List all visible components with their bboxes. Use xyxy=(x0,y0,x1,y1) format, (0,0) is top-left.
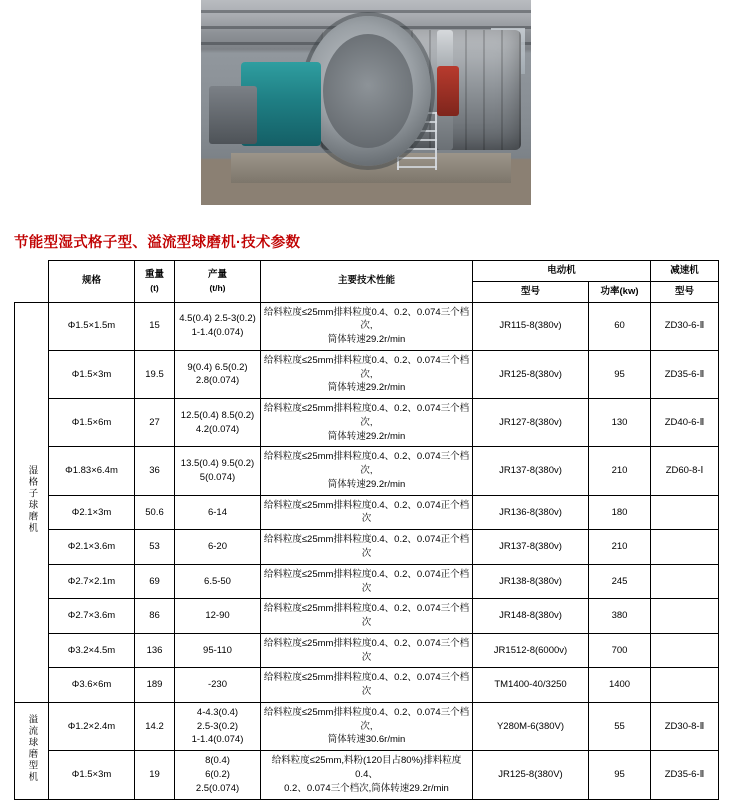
cell-spec: Φ2.1×3.6m xyxy=(49,530,135,565)
group-label xyxy=(15,302,49,702)
cell-weight: 53 xyxy=(135,530,175,565)
cell-reducer-model: ZD30-6-Ⅱ xyxy=(651,302,719,350)
cell-capacity: 9(0.4) 6.5(0.2) 2.8(0.074) xyxy=(175,350,261,398)
table-row xyxy=(15,599,719,634)
cell-capacity: -230 xyxy=(175,668,261,703)
cell-motor-model: JR125-8(380v) xyxy=(473,350,589,398)
red-end-cap xyxy=(437,66,459,116)
cell-weight: 27 xyxy=(135,399,175,447)
table-row xyxy=(15,702,719,750)
cell-spec: Φ3.6×6m xyxy=(49,668,135,703)
cell-motor-model: JR137-8(380v) xyxy=(473,530,589,565)
cell-reducer-model xyxy=(651,633,719,668)
cell-motor-power: 700 xyxy=(589,633,651,668)
photo-background xyxy=(201,0,531,205)
cell-weight: 36 xyxy=(135,447,175,495)
cell-performance: 给料粒度≤25mm排料粒度0.4、0.2、0.074正个档次 xyxy=(261,530,473,565)
table-header xyxy=(15,261,719,303)
header-capacity-label: 产量 xyxy=(207,269,227,281)
cell-motor-model: JR136-8(380v) xyxy=(473,495,589,530)
cell-motor-model: JR137-8(380v) xyxy=(473,447,589,495)
cell-motor-model: JR125-8(380V) xyxy=(473,751,589,799)
cell-capacity: 6-14 xyxy=(175,495,261,530)
header-row-1 xyxy=(15,261,719,282)
cell-performance: 给料粒度≤25mm排料粒度0.4、0.2、0.074正个档次 xyxy=(261,495,473,530)
cell-spec: Φ2.1×3m xyxy=(49,495,135,530)
cell-weight: 86 xyxy=(135,599,175,634)
table-row xyxy=(15,530,719,565)
cell-weight: 136 xyxy=(135,633,175,668)
cell-capacity: 12-90 xyxy=(175,599,261,634)
cell-performance: 给料粒度≤25mm排料粒度0.4、0.2、0.074三个档次 xyxy=(261,668,473,703)
cell-reducer-model xyxy=(651,668,719,703)
cell-spec: Φ1.5×3m xyxy=(49,350,135,398)
cell-weight: 189 xyxy=(135,668,175,703)
cell-motor-model: TM1400-40/3250 xyxy=(473,668,589,703)
cell-motor-power: 1400 xyxy=(589,668,651,703)
cell-motor-model: JR138-8(380v) xyxy=(473,564,589,599)
cell-performance: 给料粒度≤25mm排料粒度0.4、0.2、0.074三个档次, 筒体转速29.2r/min xyxy=(261,302,473,350)
cell-spec: Φ3.2×4.5m xyxy=(49,633,135,668)
cell-weight: 50.6 xyxy=(135,495,175,530)
header-weight-unit: (t) xyxy=(150,282,159,293)
cell-motor-power: 210 xyxy=(589,530,651,565)
cell-motor-power: 245 xyxy=(589,564,651,599)
ball-mill-photo xyxy=(201,0,531,205)
cell-performance: 给料粒度≤25mm排料粒度0.4、0.2、0.074三个档次 xyxy=(261,599,473,634)
cell-capacity: 4.5(0.4) 2.5-3(0.2) 1-1.4(0.074) xyxy=(175,302,261,350)
table-row xyxy=(15,495,719,530)
header-reducer-model: 型号 xyxy=(651,281,719,302)
cell-reducer-model xyxy=(651,495,719,530)
cell-weight: 14.2 xyxy=(135,702,175,750)
cell-reducer-model: ZD35-6-Ⅱ xyxy=(651,751,719,799)
header-weight xyxy=(135,261,175,303)
spec-table xyxy=(14,260,719,800)
cell-weight: 15 xyxy=(135,302,175,350)
cell-spec: Φ1.5×3m xyxy=(49,751,135,799)
cell-capacity: 12.5(0.4) 8.5(0.2) 4.2(0.074) xyxy=(175,399,261,447)
main-gear xyxy=(305,16,431,166)
group-label xyxy=(15,702,49,799)
cell-spec: Φ1.2×2.4m xyxy=(49,702,135,750)
cell-capacity: 4-4.3(0.4) 2.5-3(0.2) 1-1.4(0.074) xyxy=(175,702,261,750)
spec-table-wrap xyxy=(0,260,732,800)
cell-motor-model: JR115-8(380v) xyxy=(473,302,589,350)
cell-performance: 给料粒度≤25mm排料粒度0.4、0.2、0.074三个档次 xyxy=(261,633,473,668)
cell-weight: 69 xyxy=(135,564,175,599)
cell-weight: 19 xyxy=(135,751,175,799)
header-capacity-unit: (t/h) xyxy=(209,282,226,293)
cell-motor-power: 180 xyxy=(589,495,651,530)
cell-spec: Φ1.5×1.5m xyxy=(49,302,135,350)
cell-motor-model: JR148-8(380v) xyxy=(473,599,589,634)
cell-motor-power: 130 xyxy=(589,399,651,447)
cell-motor-power: 55 xyxy=(589,702,651,750)
header-motor-model: 型号 xyxy=(473,281,589,302)
cell-motor-power: 95 xyxy=(589,751,651,799)
table-row xyxy=(15,399,719,447)
table-row xyxy=(15,668,719,703)
table-body xyxy=(15,302,719,799)
cell-performance: 给料粒度≤25mm排料粒度0.4、0.2、0.074三个档次, 筒体转速29.2r/min xyxy=(261,399,473,447)
cell-weight: 19.5 xyxy=(135,350,175,398)
table-row xyxy=(15,350,719,398)
cell-reducer-model xyxy=(651,564,719,599)
cell-reducer-model xyxy=(651,599,719,634)
cell-capacity: 95-110 xyxy=(175,633,261,668)
cell-reducer-model: ZD30-8-Ⅱ xyxy=(651,702,719,750)
cell-motor-model: Y280M-6(380V) xyxy=(473,702,589,750)
page-title: 节能型湿式格子型、溢流型球磨机·技术参数 xyxy=(14,235,301,251)
cell-reducer-model xyxy=(651,530,719,565)
cell-performance: 给料粒度≤25mm排料粒度0.4、0.2、0.074正个档次 xyxy=(261,564,473,599)
cell-spec: Φ1.5×6m xyxy=(49,399,135,447)
group-label-text: 溢流球磨型机 xyxy=(26,713,38,783)
group-label-text: 湿格子球磨机 xyxy=(26,465,38,535)
header-performance: 主要技术性能 xyxy=(261,261,473,303)
motor-block xyxy=(209,86,257,144)
cell-performance: 给料粒度≤25mm排料粒度0.4、0.2、0.074三个档次, 筒体转速30.6r/min xyxy=(261,702,473,750)
cell-capacity: 8(0.4) 6(0.2) 2.5(0.074) xyxy=(175,751,261,799)
cell-motor-power: 95 xyxy=(589,350,651,398)
cell-spec: Φ1.83×6.4m xyxy=(49,447,135,495)
cell-reducer-model: ZD60-8-Ⅰ xyxy=(651,447,719,495)
table-row xyxy=(15,447,719,495)
header-capacity xyxy=(175,261,261,303)
cell-performance: 给料粒度≤25mm排料粒度0.4、0.2、0.074三个档次, 筒体转速29.2r/min xyxy=(261,447,473,495)
header-spec: 规格 xyxy=(49,261,135,303)
header-motor-power: 功率(kw) xyxy=(589,281,651,302)
cell-performance: 给料粒度≤25mm,料粉(120目占80%)排料粒度0.4、 0.2、0.074三个档次,筒体转速29.2r/min xyxy=(261,751,473,799)
table-row xyxy=(15,633,719,668)
cell-motor-model: JR127-8(380v) xyxy=(473,399,589,447)
header-weight-label: 重量 xyxy=(144,269,164,281)
table-row xyxy=(15,564,719,599)
header-motor: 电动机 xyxy=(473,261,651,282)
cell-motor-power: 380 xyxy=(589,599,651,634)
roof-beam-icon xyxy=(201,10,531,13)
cell-motor-model: JR1512-8(6000v) xyxy=(473,633,589,668)
table-row xyxy=(15,302,719,350)
header-reducer: 减速机 xyxy=(651,261,719,282)
cell-reducer-model: ZD35-6-Ⅱ xyxy=(651,350,719,398)
cell-reducer-model: ZD40-6-Ⅱ xyxy=(651,399,719,447)
cell-motor-power: 60 xyxy=(589,302,651,350)
cell-spec: Φ2.7×2.1m xyxy=(49,564,135,599)
cell-capacity: 6.5-50 xyxy=(175,564,261,599)
cell-capacity: 13.5(0.4) 9.5(0.2) 5(0.074) xyxy=(175,447,261,495)
cell-motor-power: 210 xyxy=(589,447,651,495)
table-row xyxy=(15,751,719,799)
cell-spec: Φ2.7×3.6m xyxy=(49,599,135,634)
cell-capacity: 6-20 xyxy=(175,530,261,565)
cell-performance: 给料粒度≤25mm排料粒度0.4、0.2、0.074三个档次, 筒体转速29.2r/min xyxy=(261,350,473,398)
